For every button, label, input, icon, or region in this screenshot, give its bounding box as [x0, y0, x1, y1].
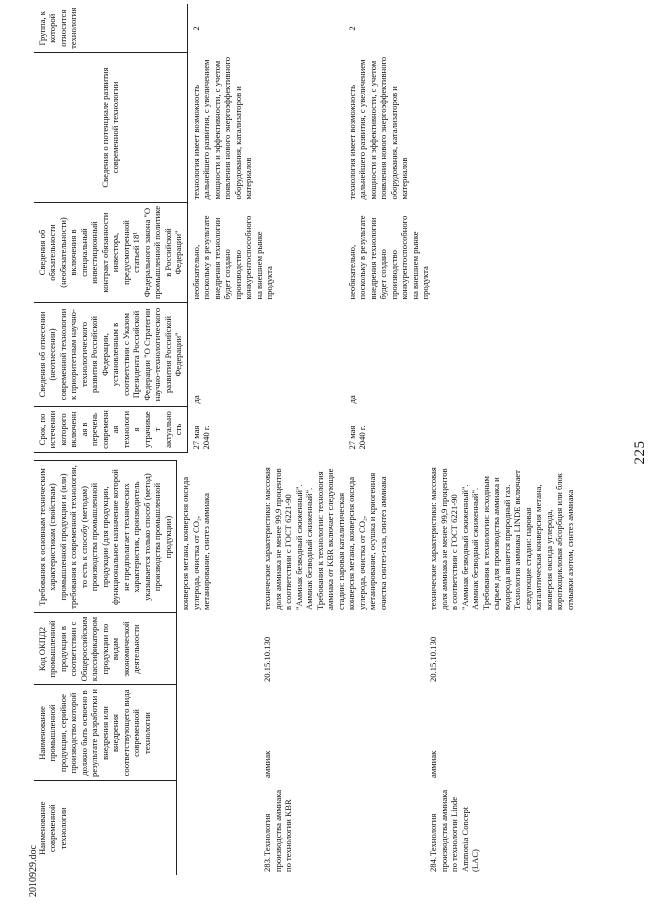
- header-term: Срок, по истечении которого включенная в перечень современная технология утрачивает актуальность: [34, 407, 187, 453]
- requirements-text: технические характеристики: массовая доля аммиака не менее 99,9 процентов в соответствии с ГОСТ 6221-90 "Аммиак безводный сжиженный". Аммиак безводный сжиженный". Требования к технологии: исходным сырьем для производства аммиака и водорода является природный газ. Технология аммиака LINDE включает следующие стадии: паровая каталитическая конверсия метана, конверсия оксида углерода, короткоцикловая абсорбция или блок отмывки азотом, синтез аммиака: [428, 467, 575, 610]
- table-row: [344, 5, 520, 453]
- continuation-row: [177, 461, 260, 875]
- document-id: 2010929.doc: [28, 845, 39, 897]
- row-number: 284.: [428, 856, 439, 872]
- page-number: 225: [632, 440, 648, 465]
- header-product-name: Наименование промышленной продукции, серийное производство которой должно быть освоено в результате разработки и внедрения или внедрения соответствующего вида современной технологии: [34, 685, 177, 781]
- header-okpd-code: Код ОКПД2 промышленной продукции в соответствии с Общероссийским классификатором продукции по видам экономической деятельности: [34, 613, 177, 685]
- product-name: аммиак: [262, 750, 273, 778]
- table-row: [425, 461, 601, 875]
- product-name: аммиак: [428, 750, 439, 778]
- table-row: [187, 5, 344, 453]
- continuation-text: конверсия метана, конверсия оксида углерода, очистка от CO₂, метанирование, синтез аммиака: [180, 476, 212, 610]
- contract-obligation-value: необязательно, поскольку в результате внедрения технологии будет создано производство конкурентоспособного на внешнем рынке продукта: [190, 215, 275, 300]
- technology-table-left: [34, 461, 601, 876]
- term-date: 27 мая 2040 г.: [190, 425, 212, 450]
- row-number: 283.: [262, 856, 273, 872]
- table-row: [259, 461, 425, 875]
- okpd-code: 20.15.10.130: [262, 636, 273, 682]
- technology-table-right: [34, 5, 520, 454]
- table-right-pane: [34, 5, 634, 453]
- header-contract-obligation: Сведения об обязательности (необязательности) включения в специальный инвестиционный контракт обязанности инвестора, предусмотренной статьей 18¹ Федерального закона "О промышленной политике в Российской Федерации": [34, 203, 187, 303]
- group-value: 2: [346, 26, 357, 31]
- scientific-priority-value: да: [190, 395, 201, 404]
- table-left-pane: [34, 461, 634, 875]
- row-name-cell: [259, 781, 425, 875]
- header-requirements: Требования к основным техническим характеристикам (свойствам) промышленной продукции и (или) требования к современной технологии, то есть к способу (методам) производства промышленной продукции (для продукции, функциональное назначение которой не предполагает технических характеристик, производитель указывается только способ (метод) производства промышленной продукции): [34, 461, 177, 613]
- table-header-row: [34, 5, 187, 453]
- row-name-cell: [425, 781, 601, 875]
- group-value: 2: [190, 26, 201, 31]
- scientific-priority-value: да: [346, 395, 357, 404]
- requirements-text: технические характеристики: массовая доля аммиака не менее 99,9 процентов в соответствии с ГОСТ 6221-90 "Аммиак безводный сжиженный". Аммиак безводный сжиженный". Требования к технологии: технология аммиака от KBR включает следующие стадии: паровая каталитическая конверсия метана, конверсия оксида углерода, очистка от CO₂, метанирование, осушка и криогенная очистка синтез-газа, синтез аммиака: [262, 467, 388, 610]
- contract-obligation-value: необязательно, поскольку в результате внедрения технологии будет создано производство конкурентоспособного на внешнем рынке продукта: [346, 215, 431, 300]
- header-technology-name: Наименование современной технологии: [34, 781, 177, 875]
- table-header-row: [34, 461, 177, 875]
- header-development-potential: Сведения о потенциале развития современной технологии: [34, 53, 187, 203]
- technology-name: Технология производства аммиака по технологии Linde Ammonia Concept (LAC): [428, 789, 481, 872]
- development-potential-value: технология имеет возможность дальнейшего развития, с увеличением мощности и эффективности, с учетом появления нового энергоэффективного оборудования, катализаторов и материалов: [346, 56, 410, 200]
- header-group: Группа, к которой относится технология: [34, 5, 187, 53]
- term-date: 27 мая 2040 г.: [346, 425, 368, 450]
- okpd-code: 20.15.10.130: [428, 636, 439, 682]
- header-scientific-priority: Сведения об отнесении (неотнесении) современной технологии к приоритетным научно-технологического развития Российской Федерации, установленным в соответствии с Указом Президента Российской Федерации "О Стратегии научно-технологического развития Российской Федерации": [34, 303, 187, 407]
- technology-name: Технология производства аммиака по технологии KBR: [262, 789, 294, 872]
- development-potential-value: технология имеет возможность дальнейшего развития, с увеличением мощности и эффективности, с учетом появления нового энергоэффективного оборудования, катализаторов и материалов: [190, 56, 254, 200]
